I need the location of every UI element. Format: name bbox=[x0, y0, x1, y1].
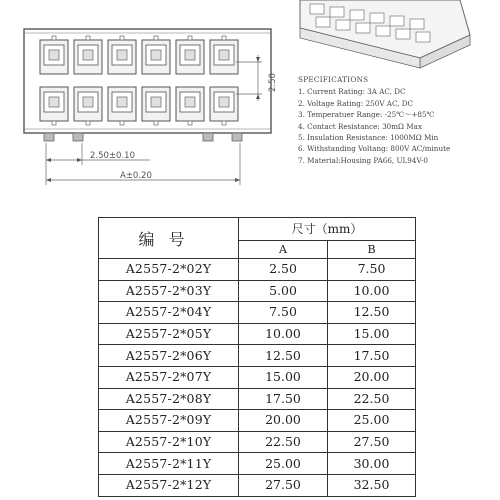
dim-a: 25.00 bbox=[239, 453, 328, 475]
pin-cell-3d bbox=[356, 23, 370, 33]
dim-a: 7.50 bbox=[239, 302, 328, 324]
dim-b: 12.50 bbox=[328, 302, 416, 324]
code-column-header: 编号 bbox=[99, 218, 239, 259]
table-row bbox=[99, 388, 416, 410]
pin-cell-3d bbox=[350, 10, 364, 20]
dim-a: 5.00 bbox=[239, 280, 328, 302]
dimension-table bbox=[98, 217, 416, 497]
table-row bbox=[99, 280, 416, 302]
part-code: A2557-2*11Y bbox=[99, 453, 239, 475]
part-code: A2557-2*08Y bbox=[99, 388, 239, 410]
dim-b: 7.50 bbox=[328, 259, 416, 281]
pitch-dimension-label: 2.50±0.10 bbox=[90, 151, 135, 161]
dim-b: 27.50 bbox=[328, 431, 416, 453]
dim-a: 12.50 bbox=[239, 345, 328, 367]
pin-cell-3d bbox=[390, 16, 404, 26]
pin-cell bbox=[142, 36, 170, 74]
pin-cell bbox=[74, 36, 102, 74]
pin-cell-3d bbox=[336, 20, 350, 30]
part-code: A2557-2*04Y bbox=[99, 302, 239, 324]
dim-a: 2.50 bbox=[239, 259, 328, 281]
part-code: A2557-2*06Y bbox=[99, 345, 239, 367]
pin-cell bbox=[176, 36, 204, 74]
spec-item: 6. Withstanding Voltang: 800V AC/minute bbox=[298, 144, 451, 154]
pin-cell-3d bbox=[416, 32, 430, 42]
a-column-header: A bbox=[239, 240, 328, 258]
dim-a: 20.00 bbox=[239, 410, 328, 432]
dim-b: 20.00 bbox=[328, 366, 416, 388]
part-code: A2557-2*09Y bbox=[99, 410, 239, 432]
size-column-header: 尺寸（mm） bbox=[239, 218, 416, 241]
spec-item: 1. Current Rating: 3A AC, DC bbox=[298, 87, 406, 97]
pin-cell bbox=[142, 87, 170, 125]
pin-cell-3d bbox=[370, 13, 384, 23]
pin-cell bbox=[210, 87, 238, 125]
dim-b: 22.50 bbox=[328, 388, 416, 410]
pin-cell-3d bbox=[330, 7, 344, 17]
dimension-table-wrapper bbox=[98, 217, 415, 497]
pin-cell bbox=[108, 36, 136, 74]
spec-item: 5. Insulation Resistance: 1000MΩ Min bbox=[298, 133, 439, 143]
table-row bbox=[99, 431, 416, 453]
table-row bbox=[99, 366, 416, 388]
part-code: A2557-2*02Y bbox=[99, 259, 239, 281]
pin-cell bbox=[74, 87, 102, 125]
spec-item: 3. Temperatuer Range: -25℃～+85℃ bbox=[298, 110, 435, 120]
table-row bbox=[99, 453, 416, 475]
dim-b: 32.50 bbox=[328, 474, 416, 496]
b-column-header: B bbox=[328, 240, 416, 258]
part-code: A2557-2*07Y bbox=[99, 366, 239, 388]
dim-a: 27.50 bbox=[239, 474, 328, 496]
spec-item: 7. Material:Housing PA66, UL94V-0 bbox=[298, 155, 428, 165]
pin-cell-3d bbox=[316, 17, 330, 27]
pin-cell bbox=[210, 36, 238, 74]
pin-cell-3d bbox=[310, 4, 324, 14]
pin-cell-3d bbox=[396, 29, 410, 39]
pin-cell-3d bbox=[410, 19, 424, 29]
table-row bbox=[99, 259, 416, 281]
total-dimension-label: A±0.20 bbox=[120, 171, 152, 181]
dim-a: 15.00 bbox=[239, 366, 328, 388]
dim-a: 22.50 bbox=[239, 431, 328, 453]
dim-b: 30.00 bbox=[328, 453, 416, 475]
dim-b: 25.00 bbox=[328, 410, 416, 432]
table-row bbox=[99, 323, 416, 345]
table-row bbox=[99, 345, 416, 367]
dim-b: 10.00 bbox=[328, 280, 416, 302]
dim-b: 15.00 bbox=[328, 323, 416, 345]
pin-cells bbox=[40, 36, 238, 125]
specifications-block bbox=[298, 74, 498, 166]
table-row bbox=[99, 474, 416, 496]
pin-cell-3d bbox=[376, 26, 390, 36]
spec-item: 2. Voltage Rating: 250V AC, DC bbox=[298, 98, 414, 108]
table-row bbox=[99, 302, 416, 324]
dim-a: 17.50 bbox=[239, 388, 328, 410]
dim-b: 17.50 bbox=[328, 345, 416, 367]
pin-cell bbox=[108, 87, 136, 125]
part-code: A2557-2*10Y bbox=[99, 431, 239, 453]
spec-item: 4. Contact Resistance: 30mΩ Max bbox=[298, 121, 423, 131]
dim-a: 10.00 bbox=[239, 323, 328, 345]
pin-cell bbox=[176, 87, 204, 125]
pin-cell bbox=[40, 36, 68, 74]
part-code: A2557-2*12Y bbox=[99, 474, 239, 496]
height-dimension-label: 2.50 bbox=[268, 73, 278, 92]
part-code: A2557-2*05Y bbox=[99, 323, 239, 345]
part-code: A2557-2*03Y bbox=[99, 280, 239, 302]
specifications-title: SPECIFICATIONS bbox=[298, 75, 369, 84]
table-row bbox=[99, 410, 416, 432]
pin-cell bbox=[40, 87, 68, 125]
connector-3d-view bbox=[300, 0, 470, 68]
